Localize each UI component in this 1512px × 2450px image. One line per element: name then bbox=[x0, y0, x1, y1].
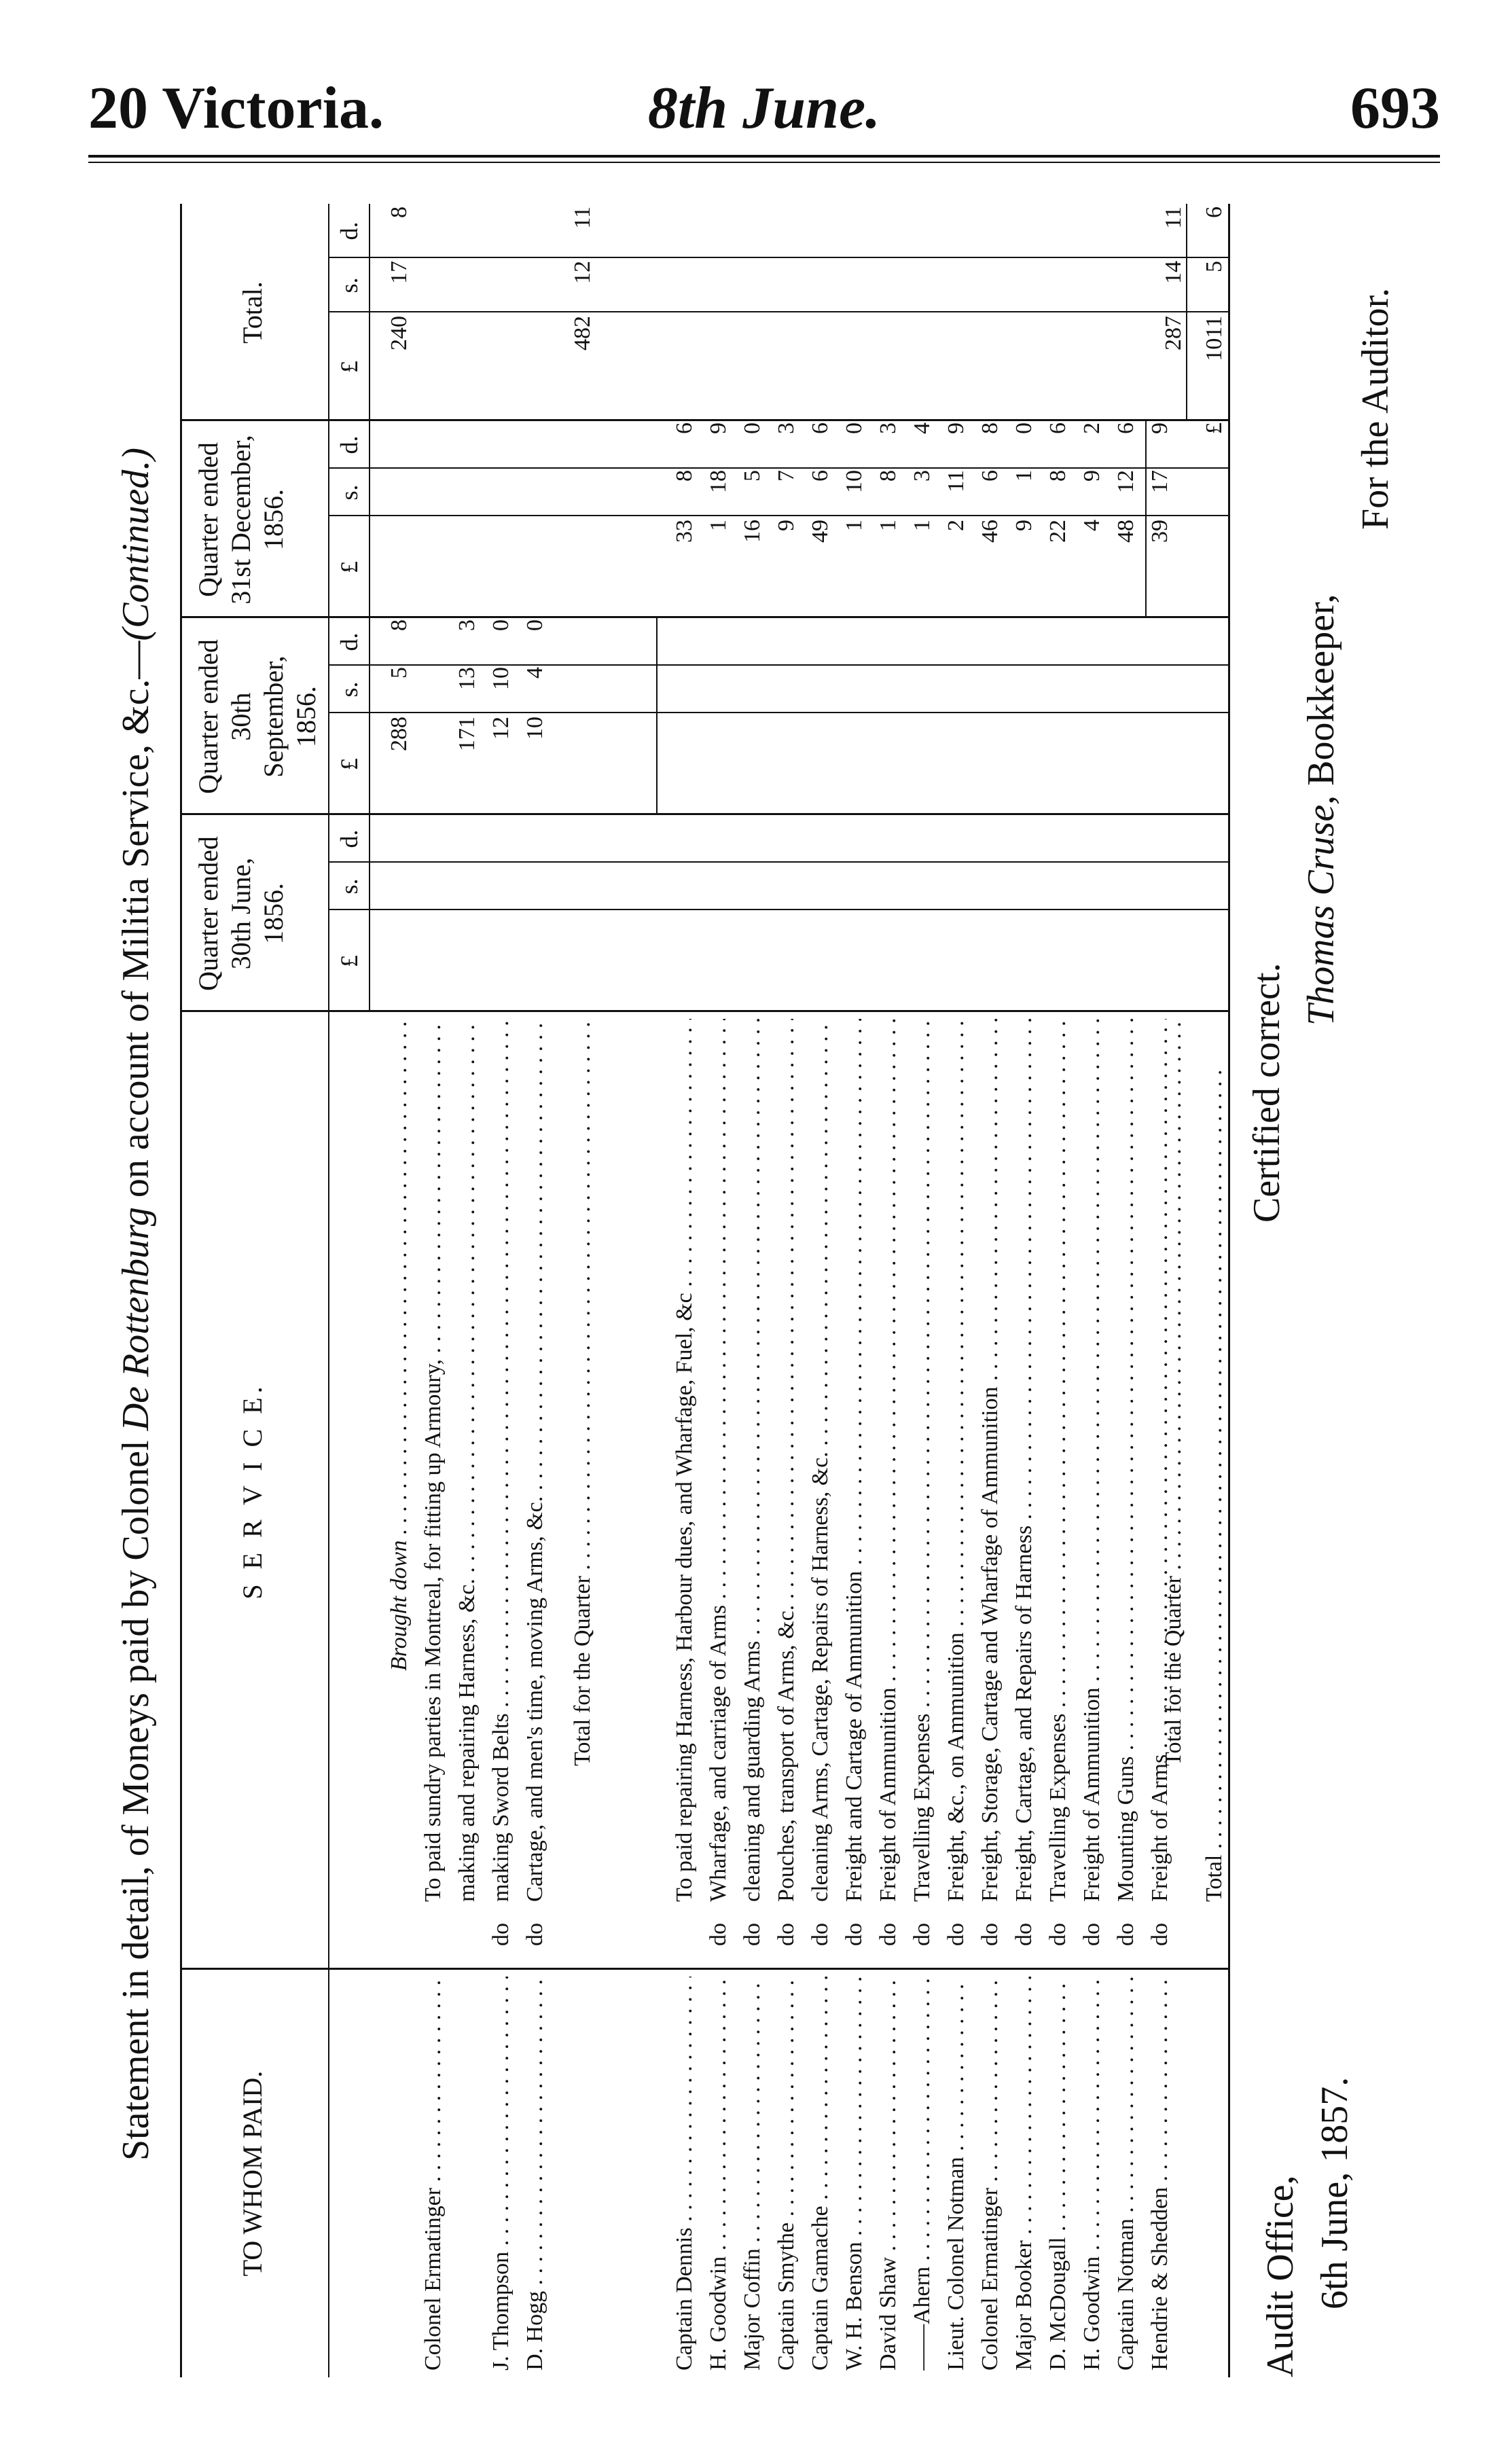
pence-cell bbox=[1194, 816, 1235, 863]
payee-cell bbox=[1153, 1977, 1194, 2371]
ditto-cell: do bbox=[740, 1923, 765, 1946]
ditto-cell: do bbox=[1079, 1923, 1104, 1946]
table-row bbox=[515, 204, 556, 2377]
shillings-cell: 14 bbox=[1161, 261, 1186, 284]
payee-cell: Major Coffin . . . bbox=[732, 1977, 773, 2371]
ditto-cell bbox=[1194, 1907, 1235, 1962]
header-rule-thin bbox=[88, 162, 1440, 163]
pence-cell: 3 bbox=[454, 619, 480, 631]
payee-cell: Captain Gamache . . . bbox=[800, 1977, 841, 2371]
unit-shillings: s. bbox=[336, 277, 363, 293]
shillings-cell: 1 bbox=[1011, 470, 1037, 482]
unit-pence: d. bbox=[336, 435, 363, 454]
pounds-cell bbox=[1194, 520, 1235, 618]
pounds-cell bbox=[562, 717, 603, 815]
pence-cell bbox=[515, 816, 556, 863]
pounds-cell: 1 bbox=[842, 520, 867, 531]
statement-caption bbox=[102, 190, 170, 2418]
pounds-cell: 2 bbox=[943, 520, 969, 531]
payee-cell: Hendrie & Shedden . . . bbox=[1140, 1977, 1181, 2371]
shillings-cell bbox=[562, 864, 603, 910]
shillings-cell: 7 bbox=[774, 470, 799, 482]
shillings-cell bbox=[1194, 470, 1235, 516]
ditto-cell bbox=[562, 1907, 603, 1962]
signature-line bbox=[1297, 594, 1345, 1026]
pounds-cell: 49 bbox=[808, 520, 833, 543]
payee-cell: David Shaw . . . bbox=[868, 1977, 909, 2371]
shillings-cell: 17 bbox=[1147, 470, 1172, 493]
pounds-cell: 10 bbox=[522, 717, 547, 740]
payee-cell: Lieut. Colonel Notman . . . bbox=[936, 1977, 977, 2371]
pence-cell bbox=[562, 619, 603, 666]
col-total: Total. bbox=[237, 281, 268, 344]
pence-cell: 8 bbox=[977, 422, 1003, 434]
pence-cell: 11 bbox=[570, 206, 595, 229]
pounds-cell bbox=[562, 914, 603, 1012]
payee-cell bbox=[1194, 1977, 1235, 2371]
service-cell: Freight of Ammunition . . . bbox=[1072, 1019, 1113, 1902]
ditto-cell: do bbox=[1147, 1923, 1172, 1946]
ditto-cell: do bbox=[1011, 1923, 1037, 1946]
shillings-cell: 4 bbox=[522, 667, 547, 679]
shillings-cell bbox=[562, 667, 603, 713]
service-cell: Brought down . . . bbox=[379, 1019, 420, 1671]
shillings-cell: 6 bbox=[977, 470, 1003, 482]
pence-cell: 4 bbox=[910, 422, 935, 434]
payee-cell: Captain Notman . . . bbox=[1106, 1977, 1147, 2371]
service-cell: Travelling Expenses . . . bbox=[902, 1019, 943, 1902]
service-cell: Wharfage, and carriage of Arms . . . bbox=[698, 1019, 739, 1902]
shillings-cell bbox=[1153, 470, 1194, 516]
service-cell: cleaning Arms, Cartage, Repairs of Harness, &c. . . . bbox=[800, 1019, 841, 1902]
pence-cell: 0 bbox=[740, 422, 765, 434]
pence-cell bbox=[1153, 816, 1194, 863]
payee-cell: H. Goodwin . . . bbox=[698, 1977, 739, 2371]
pounds-cell: 288 bbox=[386, 717, 412, 751]
shillings-cell: 5 bbox=[740, 470, 765, 482]
pence-cell: 9 bbox=[1147, 422, 1172, 434]
shillings-cell bbox=[1153, 667, 1194, 713]
shillings-cell bbox=[515, 470, 556, 516]
pounds-cell: 171 bbox=[454, 717, 480, 751]
shillings-cell: 10 bbox=[488, 667, 514, 690]
statement-table bbox=[180, 204, 1230, 2377]
unit-shillings: s. bbox=[336, 878, 363, 895]
shillings-cell: 5 bbox=[1202, 261, 1227, 272]
pence-cell: 8 bbox=[386, 619, 412, 631]
service-cell: cleaning and guarding Arms . . . bbox=[732, 1019, 773, 1902]
pounds-cell: 39 bbox=[1147, 520, 1172, 543]
payee-cell: W. H. Benson . . . bbox=[834, 1977, 875, 2371]
service-cell: Total for the Quarter . . . bbox=[1153, 1019, 1194, 1766]
payee-cell: D. McDougall . . . bbox=[1038, 1977, 1079, 2371]
service-cell: Pouches, transport of Arms, &c. . . . bbox=[766, 1019, 807, 1902]
payee-cell: Captain Dennis . . . bbox=[664, 1977, 705, 2371]
pounds-cell: 240 bbox=[386, 316, 412, 350]
col-quarter-sept: Quarter ended 30th September, 1856. bbox=[193, 639, 321, 794]
header-underline bbox=[328, 204, 329, 2377]
payee-cell: Captain Smythe . . . bbox=[766, 1977, 807, 2371]
pence-cell: 0 bbox=[1011, 422, 1037, 434]
pounds-cell bbox=[1153, 914, 1194, 1012]
unit-pence: d. bbox=[336, 829, 363, 848]
shillings-cell: 9 bbox=[1079, 470, 1104, 482]
ditto-cell: do bbox=[876, 1923, 901, 1946]
pence-cell bbox=[562, 816, 603, 863]
payee-cell: Colonel Ermatinger . . . bbox=[413, 1977, 454, 2371]
table-row bbox=[1194, 204, 1235, 2377]
unit-pence: d. bbox=[336, 632, 363, 651]
pence-cell bbox=[1153, 422, 1194, 469]
pence-cell: £ bbox=[1202, 422, 1227, 434]
payee-cell: H. Goodwin . . . bbox=[1072, 1977, 1113, 2371]
shillings-cell: 12 bbox=[570, 261, 595, 284]
col-to-whom: TO WHOM PAID. bbox=[237, 2070, 268, 2277]
service-cell: Travelling Expenses . . . bbox=[1038, 1019, 1079, 1902]
payee-cell: Colonel Ermatinger . . . bbox=[970, 1977, 1011, 2371]
rotated-statement bbox=[88, 190, 1440, 2418]
col-quarter-dec: Quarter ended 31st December, 1856. bbox=[193, 435, 289, 605]
ditto-cell: do bbox=[977, 1923, 1003, 1946]
shillings-cell: 17 bbox=[386, 261, 412, 284]
service-cell: Freight of Arms . . . bbox=[1140, 1019, 1181, 1902]
pence-cell: 3 bbox=[774, 422, 799, 434]
pounds-cell: 1 bbox=[706, 520, 731, 531]
service-cell: To paid repairing Harness, Harbour dues, and Wharfage, Fuel, &c . . . bbox=[664, 1019, 705, 1902]
shillings-cell: 18 bbox=[706, 470, 731, 493]
signatory-name: Thomas Cruse, bbox=[1300, 795, 1342, 1026]
ditto-cell: do bbox=[706, 1923, 731, 1946]
payee-cell: D. Hogg . . . bbox=[515, 1977, 556, 2371]
shillings-cell: 8 bbox=[1045, 470, 1070, 482]
pence-cell: 2 bbox=[1079, 422, 1104, 434]
pence-cell bbox=[1153, 619, 1194, 666]
pence-cell: 0 bbox=[842, 422, 867, 434]
page-header bbox=[88, 75, 1440, 143]
unit-pounds: £ bbox=[336, 361, 363, 373]
pence-cell: 6 bbox=[1045, 422, 1070, 434]
shillings-cell bbox=[515, 261, 556, 312]
pounds-cell bbox=[515, 316, 556, 421]
page-number: 693 bbox=[1350, 75, 1440, 141]
unit-pounds: £ bbox=[336, 561, 363, 573]
pounds-cell: 9 bbox=[1011, 520, 1037, 531]
caption-continued: (Continued.) bbox=[115, 447, 157, 641]
service-cell: Total for the Quarter . . . bbox=[562, 1019, 603, 1766]
ditto-cell: do bbox=[910, 1923, 935, 1946]
service-cell: To paid sundry parties in Montreal, for fitting up Armoury, . . . bbox=[413, 1019, 454, 1902]
pounds-cell: 4 bbox=[1079, 520, 1104, 531]
ditto-cell: do bbox=[522, 1923, 547, 1946]
service-cell: Freight and Cartage of Ammunition . . . bbox=[834, 1019, 875, 1902]
running-head-center: 8th June. bbox=[647, 75, 881, 141]
pence-cell bbox=[515, 206, 556, 258]
shillings-cell: 11 bbox=[943, 470, 969, 492]
payee-cell: J. Thompson . . . bbox=[481, 1977, 522, 2371]
pounds-cell: 16 bbox=[740, 520, 765, 543]
ditto-cell: do bbox=[1113, 1923, 1138, 1946]
service-cell: Freight, &c., on Ammunition . . . bbox=[936, 1019, 977, 1902]
running-head-left: 20 Victoria. bbox=[88, 75, 384, 141]
unit-shillings: s. bbox=[336, 681, 363, 698]
pence-cell: 6 bbox=[808, 422, 833, 434]
shillings-cell bbox=[1153, 864, 1194, 910]
ditto-cell: do bbox=[842, 1923, 867, 1946]
pounds-cell bbox=[562, 520, 603, 618]
shillings-cell: 12 bbox=[1113, 470, 1138, 493]
pence-cell: 6 bbox=[672, 422, 697, 434]
pounds-cell: 48 bbox=[1113, 520, 1138, 543]
table-row bbox=[1153, 204, 1194, 2377]
pounds-cell bbox=[1153, 717, 1194, 815]
pounds-cell: 22 bbox=[1045, 520, 1070, 543]
audit-office: Audit Office, bbox=[1259, 2175, 1301, 2377]
pence-cell: 11 bbox=[1161, 206, 1186, 229]
pence-cell: 6 bbox=[1113, 422, 1138, 434]
ditto-cell bbox=[1153, 1907, 1194, 1962]
pounds-cell bbox=[1153, 520, 1194, 618]
pounds-cell: 33 bbox=[672, 520, 697, 543]
pounds-cell: 1011 bbox=[1202, 316, 1227, 361]
pounds-cell: 482 bbox=[570, 316, 595, 350]
pence-cell: 8 bbox=[386, 206, 412, 218]
col-service: S E R V I C E. bbox=[237, 1382, 268, 1600]
ditto-cell: do bbox=[943, 1923, 969, 1946]
caption-suffix: on account of Militia Service, &c.— bbox=[115, 641, 157, 1198]
pounds-cell bbox=[1194, 717, 1235, 815]
service-cell: Freight of Ammunition . . . bbox=[868, 1019, 909, 1902]
ditto-cell: do bbox=[808, 1923, 833, 1946]
pounds-cell: 1 bbox=[876, 520, 901, 531]
caption-prefix: Statement in detail, of Moneys paid by Colonel bbox=[115, 1440, 157, 2161]
payee-cell bbox=[562, 1977, 603, 2371]
certified-correct: Certified correct. bbox=[1246, 962, 1288, 1223]
shillings-cell bbox=[515, 864, 556, 910]
pence-cell: 0 bbox=[522, 619, 547, 631]
unit-pence: d. bbox=[336, 221, 363, 240]
unit-underline bbox=[369, 204, 370, 1012]
pounds-cell bbox=[1194, 914, 1235, 1012]
shillings-cell: 3 bbox=[910, 470, 935, 482]
header-rule bbox=[88, 155, 1440, 158]
subtotal-rule bbox=[656, 618, 658, 815]
service-cell: Freight, Storage, Cartage and Wharfage of Ammunition . . . bbox=[970, 1019, 1011, 1902]
shillings-cell bbox=[562, 470, 603, 516]
signatory-role: Bookkeeper, bbox=[1300, 594, 1342, 786]
audit-date: 6th June, 1857. bbox=[1314, 2076, 1356, 2309]
ditto-cell: do bbox=[1045, 1923, 1070, 1946]
col-quarter-june: Quarter ended 30th June, 1856. bbox=[193, 836, 289, 991]
pence-cell: 0 bbox=[488, 619, 514, 631]
pounds-cell: 9 bbox=[774, 520, 799, 531]
service-cell: Total . . . bbox=[1194, 1019, 1235, 1902]
pence-cell bbox=[562, 422, 603, 469]
caption-name: De Rottenburg bbox=[115, 1207, 157, 1431]
pence-cell: 9 bbox=[706, 422, 731, 434]
pounds-cell: 287 bbox=[1161, 316, 1186, 350]
unit-pounds: £ bbox=[336, 955, 363, 967]
pounds-cell: 12 bbox=[488, 717, 514, 740]
pounds-cell bbox=[515, 914, 556, 1012]
shillings-cell: 10 bbox=[842, 470, 867, 493]
pence-cell: 9 bbox=[943, 422, 969, 434]
service-cell: making and repairing Harness, &c. . . . bbox=[447, 1019, 488, 1902]
shillings-cell: 8 bbox=[876, 470, 901, 482]
payee-cell: ——Ahern . . . bbox=[902, 1977, 943, 2371]
pounds-cell: 46 bbox=[977, 520, 1003, 543]
payee-cell: Major Booker . . . bbox=[1004, 1977, 1045, 2371]
pence-cell: 3 bbox=[876, 422, 901, 434]
unit-shillings: s. bbox=[336, 484, 363, 501]
shillings-cell bbox=[1194, 667, 1235, 713]
pence-cell bbox=[515, 422, 556, 469]
pence-cell bbox=[1194, 619, 1235, 666]
for-the-auditor: For the Auditor. bbox=[1354, 287, 1397, 530]
table-row bbox=[562, 204, 603, 2377]
pence-cell: 6 bbox=[1202, 206, 1227, 218]
shillings-cell: 13 bbox=[454, 667, 480, 690]
service-cell: Cartage, and men's time, moving Arms, &c. . . . bbox=[515, 1019, 556, 1902]
ditto-cell: do bbox=[774, 1923, 799, 1946]
ditto-cell: do bbox=[488, 1923, 514, 1946]
pounds-cell bbox=[515, 520, 556, 618]
unit-pounds: £ bbox=[336, 758, 363, 770]
shillings-cell: 8 bbox=[672, 470, 697, 482]
service-cell: Freight, Cartage, and Repairs of Harness . . . bbox=[1004, 1019, 1045, 1902]
service-cell: Mounting Guns . . . bbox=[1106, 1019, 1147, 1902]
pounds-cell: 1 bbox=[910, 520, 935, 531]
shillings-cell: 6 bbox=[808, 470, 833, 482]
shillings-cell: 5 bbox=[386, 667, 412, 679]
service-cell: making Sword Belts . . . bbox=[481, 1019, 522, 1902]
shillings-cell bbox=[1194, 864, 1235, 910]
